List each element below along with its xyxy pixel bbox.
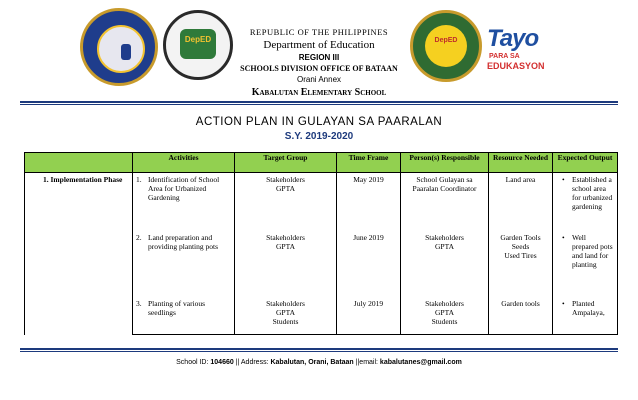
school-email: kabalutanes@gmail.com	[379, 359, 462, 366]
action-plan-table	[24, 152, 618, 335]
target-cell: Stakeholders GPTA	[235, 173, 337, 231]
header-cell: Time Frame	[337, 153, 401, 173]
footer-divider	[20, 348, 618, 350]
school-address: Kabalutan, Orani, Bataan	[270, 359, 354, 366]
school-year: S.Y. 2019-2020	[284, 131, 354, 142]
school-seal-label: DepED	[434, 37, 458, 44]
region-heading: REGION III	[298, 53, 340, 62]
annex-heading: Orani Annex	[296, 75, 342, 84]
time-cell: May 2019	[337, 173, 401, 231]
republic-heading: REPUBLIC OF THE PHILIPPINES	[249, 27, 389, 37]
region-seal-label: DepED	[184, 35, 212, 44]
output-cell: • Planted Ampalaya,	[553, 297, 618, 335]
output-cell: • Established a school area for urbanized gardening	[553, 173, 618, 231]
footer-contact: School ID: 104660 || Address: Kabalutan, Orani, Bataan ||email: kabalutanes@gmail.com	[176, 359, 462, 366]
header-divider-thin	[20, 104, 618, 105]
activity-cell: 3. Planting of various seedlings	[133, 297, 235, 335]
tayo-word: Tayo	[487, 25, 539, 52]
school-seal-icon	[410, 10, 482, 82]
phase-cell: 1. Implementation Phase	[25, 173, 133, 335]
table-row	[25, 173, 618, 231]
school-name: Kabalutan Elementary School	[251, 87, 387, 98]
table-header-row	[25, 153, 618, 173]
department-heading: Department of Education	[263, 39, 375, 51]
header-cell: Target Group	[235, 153, 337, 173]
time-cell: July 2019	[337, 297, 401, 335]
division-heading: SCHOOLS DIVISION OFFICE OF BATAAN	[240, 64, 398, 73]
header-divider	[20, 101, 618, 103]
header-cell: Activities	[133, 153, 235, 173]
target-cell: Stakeholders GPTA	[235, 231, 337, 297]
resource-cell: Garden tools	[489, 297, 553, 335]
header-cell: Person(s) Responsible	[401, 153, 489, 173]
letterhead	[0, 0, 638, 100]
tayo-logo-icon	[487, 25, 547, 80]
person-cell: School Gulayan sa Paaralan Coordinator	[401, 173, 489, 231]
output-cell: • Well prepared pots and land for planting	[553, 231, 618, 297]
deped-seal-icon	[80, 8, 158, 86]
person-cell: Stakeholders GPTA Students	[401, 297, 489, 335]
tayo-sub2: EDUKASYON	[487, 61, 545, 71]
resource-cell: Garden Tools Seeds Used Tires	[489, 231, 553, 297]
plan-title: ACTION PLAN IN GULAYAN SA PAARALAN	[195, 116, 443, 128]
bullet-icon: •	[562, 232, 565, 242]
bullet-icon: •	[562, 175, 565, 184]
target-cell: Stakeholders GPTA Students	[235, 297, 337, 335]
header-cell: Resource Needed	[489, 153, 553, 173]
person-cell: Stakeholders GPTA	[401, 231, 489, 297]
activity-cell: 1. Identification of School Area for Urbanized Gardening	[133, 173, 235, 231]
tayo-sub: PARA SA	[489, 53, 520, 60]
header-cell: Expected Output	[553, 153, 618, 173]
resource-cell: Land area	[489, 173, 553, 231]
school-id: 104660	[210, 359, 234, 366]
time-cell: June 2019	[337, 231, 401, 297]
bullet-icon: •	[562, 298, 565, 308]
activity-cell: 2. Land preparation and providing planting pots	[133, 231, 235, 297]
header-cell	[25, 153, 133, 173]
footer-divider-thin	[20, 351, 618, 352]
